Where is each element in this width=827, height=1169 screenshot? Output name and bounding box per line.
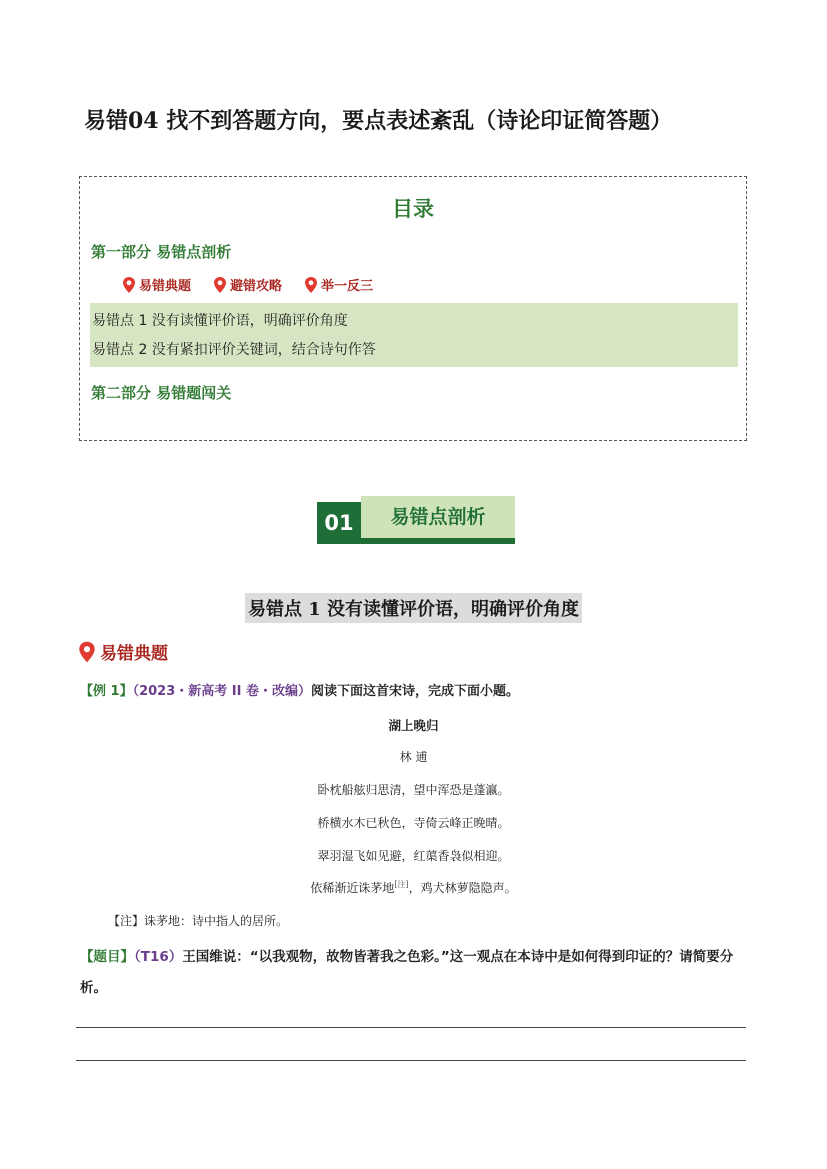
toc-part-1[interactable]: 第一部分 易错点剖析 (91, 243, 232, 261)
toc-title: 目录 (392, 197, 434, 221)
answer-line[interactable] (76, 1027, 746, 1028)
example-label: 【例 1】 (80, 684, 133, 699)
toc-part-2[interactable]: 第二部分 易错题闯关 (91, 384, 232, 402)
toc-tag-label: 举一反三 (321, 279, 374, 294)
footnote: 【注】诛茅地：诗中指人的居所。 (108, 914, 289, 928)
question-text: 王国维说：“以我观物，故物皆著我之色彩。”这一观点在本诗中是如何得到印证的？请简要分析。 (80, 949, 734, 996)
poem-line: 卧枕船舷归思清，望中浑恐是蓬瀛。 (317, 783, 510, 797)
location-pin-icon (213, 276, 227, 294)
footnote-mark: [注] (394, 880, 409, 889)
poem-line: 桥横水木已秋色，寺倚云峰正晚晴。 (317, 816, 510, 830)
sub-heading (78, 639, 168, 664)
example-source: （2023・新高考 II 卷・改编） (132, 684, 311, 699)
poem-line: 翠羽湿飞如见避，红蕖香袅似相迎。 (317, 849, 510, 863)
poem-line-part: 依稀渐近诛茅地 (310, 881, 395, 895)
toc-item[interactable]: 易错点 2 没有紧扣评价关键词，结合诗句作答 (92, 342, 376, 358)
page-title: 易错04 找不到答题方向，要点表述紊乱（诗论印证简答题） (84, 108, 673, 134)
poem-line-part: ，鸡犬林萝隐隐声。 (408, 881, 517, 895)
location-pin-icon (122, 276, 136, 294)
poem-line (0, 879, 827, 896)
example-text: 阅读下面这首宋诗，完成下面小题。 (311, 684, 520, 699)
toc-tag-label: 避错攻略 (230, 279, 283, 294)
location-pin-icon (304, 276, 318, 294)
poem-author: 林 逋 (399, 750, 428, 764)
answer-line[interactable] (76, 1060, 746, 1061)
question (80, 942, 756, 1004)
location-pin-icon (78, 640, 96, 664)
toc-items (90, 303, 738, 367)
question-label: 【题目】 (80, 949, 134, 965)
banner-number: 01 (317, 502, 361, 544)
section-heading-text: 易错点 1 没有读懂评价语，明确评价角度 (245, 593, 582, 623)
section-heading (0, 593, 827, 623)
table-of-contents (79, 176, 747, 441)
example-prompt (80, 680, 760, 699)
section-banner (317, 496, 515, 544)
poem-title: 湖上晚归 (388, 718, 439, 733)
toc-tag-label: 易错典题 (139, 279, 192, 294)
question-source: （T16） (134, 949, 183, 965)
toc-item[interactable]: 易错点 1 没有读懂评价语，明确评价角度 (92, 313, 348, 329)
banner-label: 易错点剖析 (361, 496, 515, 544)
toc-tags (122, 275, 373, 294)
toc-tag[interactable] (122, 275, 191, 294)
toc-tag[interactable] (304, 275, 373, 294)
sub-heading-text: 易错典题 (100, 644, 168, 664)
toc-tag[interactable] (213, 275, 282, 294)
